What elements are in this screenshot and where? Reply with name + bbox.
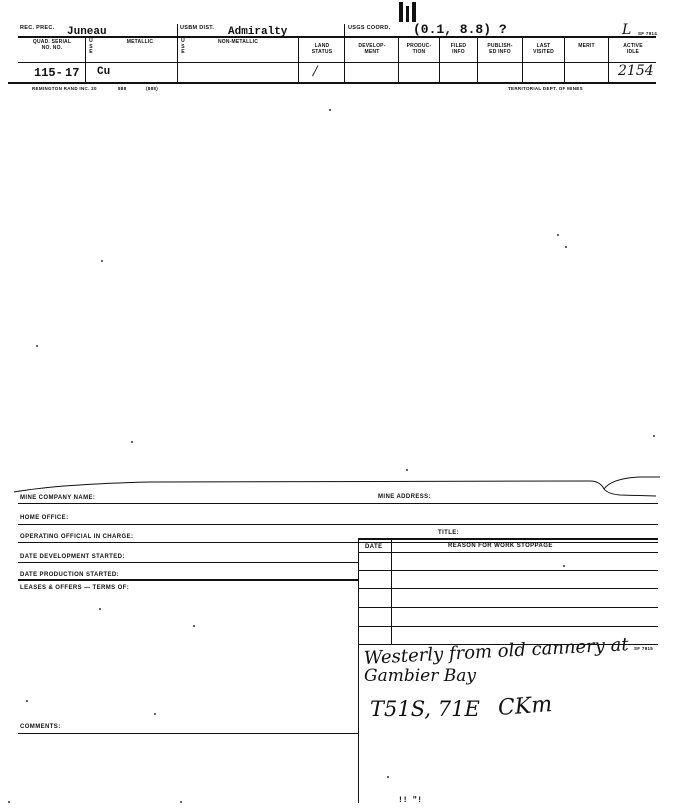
col-active-idle: ACTIVE IDLE <box>623 43 643 55</box>
bottom-mark: !! "! <box>398 796 423 805</box>
usbm-dist-value: Admiralty <box>228 26 288 38</box>
speck <box>180 801 182 803</box>
rule-company <box>18 503 658 504</box>
speck <box>26 700 28 702</box>
punch-mark-3 <box>412 2 416 22</box>
col-div-active <box>608 37 609 82</box>
header-top-rule <box>18 36 656 38</box>
row-bottom-rule <box>8 82 656 84</box>
top-footer-left-3: (888) <box>146 86 159 91</box>
mine-company-name-label: MINE COMPANY NAME: <box>20 495 96 501</box>
mine-address-label: MINE ADDRESS: <box>378 494 431 500</box>
table-left-border <box>358 538 359 803</box>
table-row-4 <box>358 626 658 627</box>
speck <box>563 565 565 567</box>
table-top-rule <box>358 538 658 540</box>
rec-prec-label: REC. PREC. <box>20 25 55 31</box>
handwritten-initials: CKm <box>497 692 553 721</box>
top-footer-left: REMINGTON RAND INC. 20 <box>32 86 97 91</box>
handwritten-location-line2: Gambier Bay <box>364 666 476 686</box>
corner-mark: L <box>622 22 632 38</box>
top-footer-left-2: 888 <box>118 86 127 91</box>
col-quad-serial: QUAD. SERIAL NO. NO. <box>32 39 72 51</box>
col-div-quad <box>85 37 86 82</box>
speck <box>99 608 101 610</box>
table-row-2 <box>358 588 658 589</box>
header-divider-1 <box>177 24 178 82</box>
row-quad: 115- <box>34 66 63 80</box>
col-merit: MERIT <box>578 43 595 49</box>
date-development-label: DATE DEVELOPMENT STARTED: <box>20 554 125 560</box>
table-row-1 <box>358 570 658 571</box>
handwritten-location-line1: Westerly from old cannery at <box>363 634 630 669</box>
table-row-3 <box>358 607 658 608</box>
reason-col-label: REASON FOR WORK STOPPAGE <box>448 543 553 549</box>
row-land-status: / <box>313 64 318 79</box>
col-use-2: U S E <box>181 38 185 55</box>
col-use-1: U S E <box>89 38 93 55</box>
rec-prec-value: Juneau <box>67 26 107 38</box>
speck <box>36 345 38 347</box>
speck <box>154 713 156 715</box>
leases-label: LEASES & OFFERS — TERMS OF: <box>20 585 130 591</box>
col-published-info: PUBLISH- ED INFO <box>487 43 513 55</box>
column-header-rule <box>18 62 656 63</box>
comments-label: COMMENTS: <box>20 724 61 730</box>
home-office-label: HOME OFFICE: <box>20 515 69 521</box>
col-non-metallic: NON-METALLIC <box>217 39 259 45</box>
row-active-idle: 2154 <box>618 63 654 79</box>
punch-mark-1 <box>399 2 403 22</box>
speck <box>653 435 655 437</box>
col-last-visited: LAST VISITED <box>533 43 554 55</box>
row-serial: 17 <box>65 66 80 80</box>
top-footer-right: TERRITORIAL DEPT. OF MINES <box>508 86 583 91</box>
card-top-edge <box>0 476 678 500</box>
col-land-status: LAND STATUS <box>311 43 333 55</box>
col-metallic: METALLIC <box>126 39 154 45</box>
bottom-form-number: SF 7915 <box>634 646 654 651</box>
punch-mark-2 <box>406 6 409 22</box>
date-col-label: DATE <box>365 544 383 550</box>
top-form-number: SF 7914 <box>638 31 658 36</box>
handwritten-township: T51S, 71E <box>370 697 480 721</box>
speck <box>406 469 408 471</box>
rule-home-office <box>18 524 658 525</box>
col-filed-info: FILED INFO <box>450 43 467 55</box>
speck <box>101 260 103 262</box>
date-production-label: DATE PRODUCTION STARTED: <box>20 572 120 578</box>
operating-official-label: OPERATING OFFICIAL IN CHARGE: <box>20 534 134 540</box>
speck <box>565 246 567 248</box>
speck <box>193 625 195 627</box>
header-divider-2 <box>344 24 345 82</box>
usbm-dist-label: USBM DIST. <box>180 25 215 31</box>
speck <box>329 109 331 111</box>
speck <box>557 234 559 236</box>
title-label: TITLE: <box>438 530 460 536</box>
speck <box>387 776 389 778</box>
rule-official <box>18 542 658 543</box>
rule-comments <box>18 733 358 734</box>
rule-prod <box>18 579 358 581</box>
rule-dev <box>18 562 358 563</box>
row-metallic: Cu <box>97 66 111 78</box>
col-development: DEVELOP- MENT <box>358 43 386 55</box>
speck <box>131 441 133 443</box>
col-div-landstatus <box>298 37 299 82</box>
col-production: PRODUC- TION <box>406 43 432 55</box>
speck <box>8 801 10 803</box>
usgs-coord-label: USGS COORD. <box>348 25 391 31</box>
usgs-coord-value: (0.1, 8.8) ? <box>413 22 507 37</box>
table-head-rule <box>358 552 658 553</box>
table-date-divider <box>391 538 392 644</box>
